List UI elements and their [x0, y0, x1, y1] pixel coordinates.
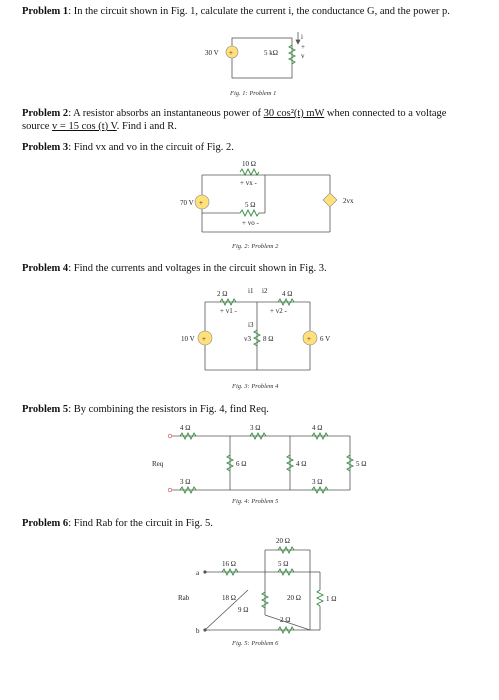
problem-4-label: Problem 4 [22, 263, 69, 274]
fig4-caption: Fig. 4: Problem 5 [232, 498, 279, 505]
fig3-circuit [181, 287, 330, 390]
fig1-resistor-label: 5 kΩ [264, 49, 278, 57]
fig3-i1-label: i1 [248, 287, 254, 295]
problem-1-text: : In the circuit shown in Fig. 1, calculate the current i, the conductance G, and the power p. [68, 6, 450, 17]
fig4-r-top2-label: 3 Ω [250, 424, 261, 432]
fig5-r9-label: 9 Ω [238, 606, 249, 614]
fig2-r-bottom [240, 210, 259, 216]
fig3-r2-label: 4 Ω [282, 290, 293, 298]
fig2-vx-label: + vx - [240, 179, 257, 187]
problem-4-text: : Find the currents and voltages in the circuit shown in Fig. 3. [68, 263, 327, 274]
fig3-i2-label: i2 [262, 287, 268, 295]
fig3-r3-label: 8 Ω [263, 335, 274, 343]
svg-text:+: + [199, 199, 203, 207]
fig2-vo-label: + vo - [242, 219, 259, 227]
fig4-circuit [152, 424, 366, 505]
problem-2-text-b: when connected to a voltage [324, 108, 447, 119]
fig1-voltage-sign: + [301, 43, 305, 51]
fig5-circuit [178, 537, 336, 647]
fig5-r1-label: 1 Ω [326, 595, 337, 603]
fig1-current-label: i [301, 33, 303, 41]
problem-3-label: Problem 3 [22, 142, 69, 153]
fig5-r18-label: 18 Ω [222, 594, 236, 602]
fig2-caption: Fig. 2: Problem 2 [232, 243, 279, 250]
fig3-v2-label: + v2 - [270, 307, 287, 315]
fig4-r-mid1-label: 6 Ω [236, 460, 247, 468]
problem-6-text: : Find Rab for the circuit in Fig. 5. [68, 518, 213, 529]
svg-text:+: + [202, 335, 206, 343]
fig4-r-top3-label: 4 Ω [312, 424, 323, 432]
fig3-r1-label: 2 Ω [217, 290, 228, 298]
fig1-voltage-label: v [301, 52, 305, 60]
svg-text:+: + [307, 335, 311, 343]
svg-text:+: + [229, 49, 233, 57]
problem-2-text-a: : A resistor absorbs an instantaneous power of [68, 108, 264, 119]
fig4-r-right-label: 5 Ω [356, 460, 367, 468]
fig5-r2-label: 2 Ω [280, 616, 291, 624]
fig3-source-left-label: 10 V [181, 335, 195, 343]
fig1-current-arrow [296, 40, 300, 44]
problem-2-text-c: source [22, 121, 53, 132]
fig2-r-top [240, 169, 259, 175]
fig3-i3-label: i3 [248, 321, 254, 329]
fig2-r-bottom-label: 5 Ω [245, 201, 256, 209]
fig4-r-top1-label: 4 Ω [180, 424, 191, 432]
fig1-source-label: 30 V [205, 49, 219, 57]
fig4-r-mid2-label: 4 Ω [296, 460, 307, 468]
fig2-circuit [180, 160, 354, 250]
fig1-caption: Fig. 1: Problem 1 [230, 90, 277, 97]
fig1-loop [232, 38, 292, 78]
fig3-caption: Fig. 3: Problem 4 [232, 383, 279, 390]
fig5-node-a: a [196, 569, 200, 577]
problem-2-power-expr: 30 cos²(t) mW [263, 108, 325, 119]
fig2-source-label: 70 V [180, 199, 194, 207]
problem-2-source-expr: v = 15 cos (t) V [52, 121, 117, 132]
problem-1-label: Problem 1 [22, 6, 69, 17]
fig5-r5-label: 5 Ω [278, 560, 289, 568]
fig4-r-bot2-label: 3 Ω [312, 478, 323, 486]
fig5-r20-mid-label: 20 Ω [287, 594, 301, 602]
problem-6-label: Problem 6 [22, 518, 69, 529]
fig5-r20-top-label: 20 Ω [276, 537, 290, 545]
fig4-r-bot1-label: 3 Ω [180, 478, 191, 486]
problem-2-label: Problem 2 [22, 108, 69, 119]
fig4-req-label: Req [152, 460, 164, 468]
fig5-rab-label: Rab [178, 594, 190, 602]
problem-5-label: Problem 5 [22, 404, 69, 415]
fig1-circuit [205, 32, 305, 97]
fig2-r-top-label: 10 Ω [242, 160, 256, 168]
fig3-v3-label: v3 [244, 335, 251, 343]
fig3-source-right-label: 6 V [320, 335, 331, 343]
fig2-dep-label: 2vx [343, 197, 354, 205]
fig5-r1 [317, 590, 323, 606]
fig5-r16-label: 16 Ω [222, 560, 236, 568]
fig5-node-b: b [196, 627, 200, 635]
fig5-caption: Fig. 5: Problem 6 [232, 640, 279, 647]
fig3-v1-label: + v1 - [220, 307, 237, 315]
fig2-dependent-source [323, 193, 337, 207]
problem-5-text: : By combining the resistors in Fig. 4, find Req. [68, 404, 269, 415]
problem-2-text-d: . Find i and R. [116, 121, 177, 132]
problem-3-text: : Find vx and vo in the circuit of Fig. 2. [68, 142, 234, 153]
